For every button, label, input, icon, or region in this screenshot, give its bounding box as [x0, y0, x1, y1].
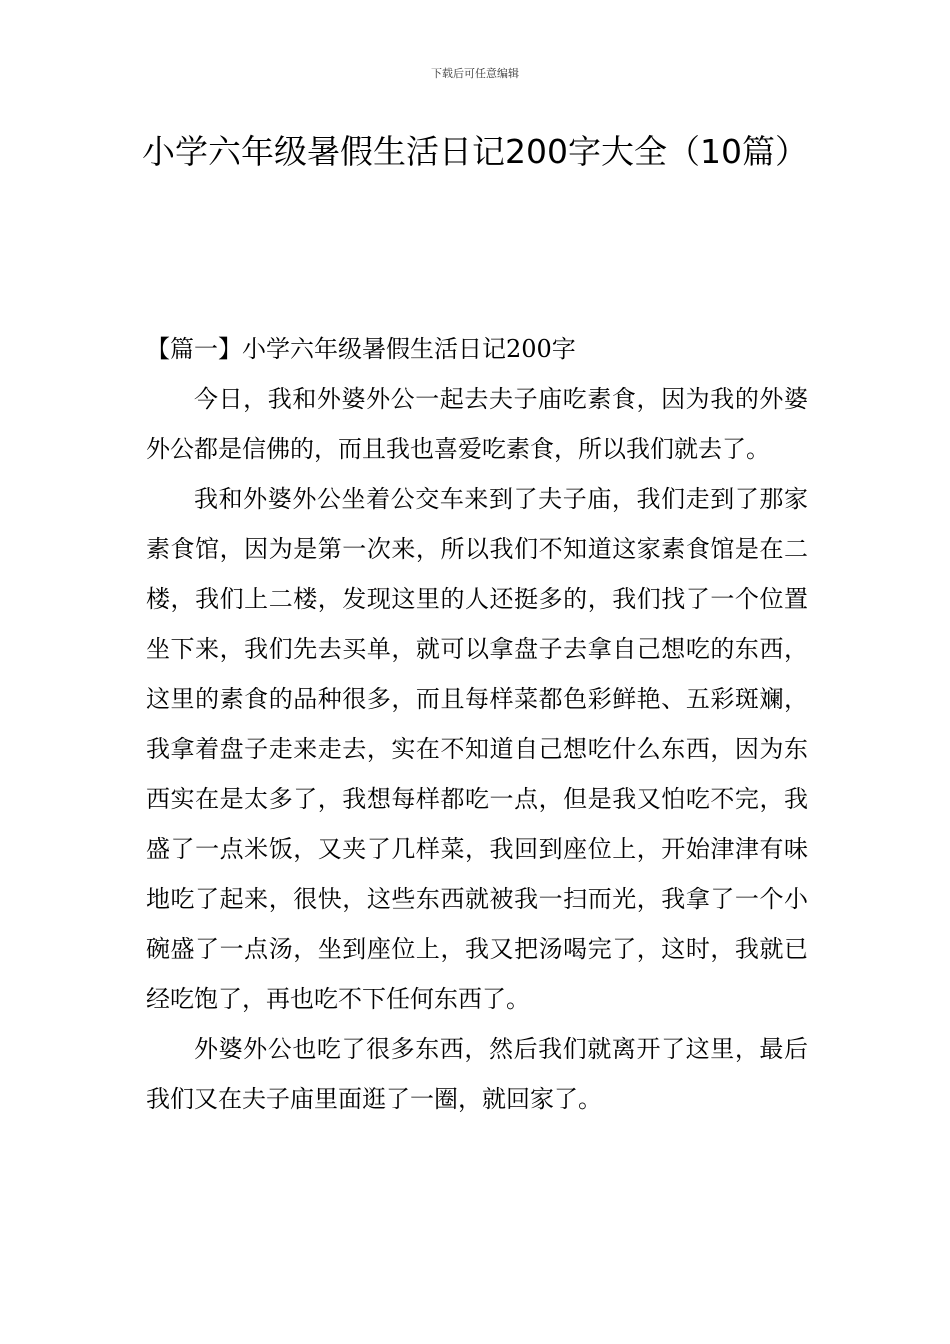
page-header-note: 下载后可任意编辑 — [431, 67, 519, 80]
paragraph: 我和外婆外公坐着公交车来到了夫子庙，我们走到了那家素食馆，因为是第一次来，所以我们不知道这家素食馆是在二楼，我们上二楼，发现这里的人还挺多的，我们找了一个位置坐下来，我们先去买单，就可以拿盘子去拿自己想吃的东西，这里的素食的品种很多，而且每样菜都色彩鲜艳、五彩斑斓，我拿着盘子走来走去，实在不知道自己想吃什么东西，因为东西实在是太多了，我想每样都吃一点，但是我又怕吃不完，我盛了一点米饭，又夹了几样菜，我回到座位上，开始津津有味地吃了起来，很快，这些东西就被我一扫而光，我拿了一个小碗盛了一点汤，坐到座位上，我又把汤喝完了，这时，我就已经吃饱了，再也吃不下任何东西了。 — [146, 485, 808, 1013]
document-body — [146, 324, 808, 1124]
paragraph: 今日，我和外婆外公一起去夫子庙吃素食，因为我的外婆外公都是信佛的，而且我也喜爱吃素食，所以我们就去了。 — [146, 385, 808, 463]
paragraph: 外婆外公也吃了很多东西，然后我们就离开了这里，最后我们又在夫子庙里面逛了一圈，就回家了。 — [146, 1035, 808, 1113]
section-heading: 【篇一】小学六年级暑假生活日记200字 — [146, 335, 576, 363]
document-title: 小学六年级暑假生活日记200字大全（10篇） — [142, 132, 808, 171]
